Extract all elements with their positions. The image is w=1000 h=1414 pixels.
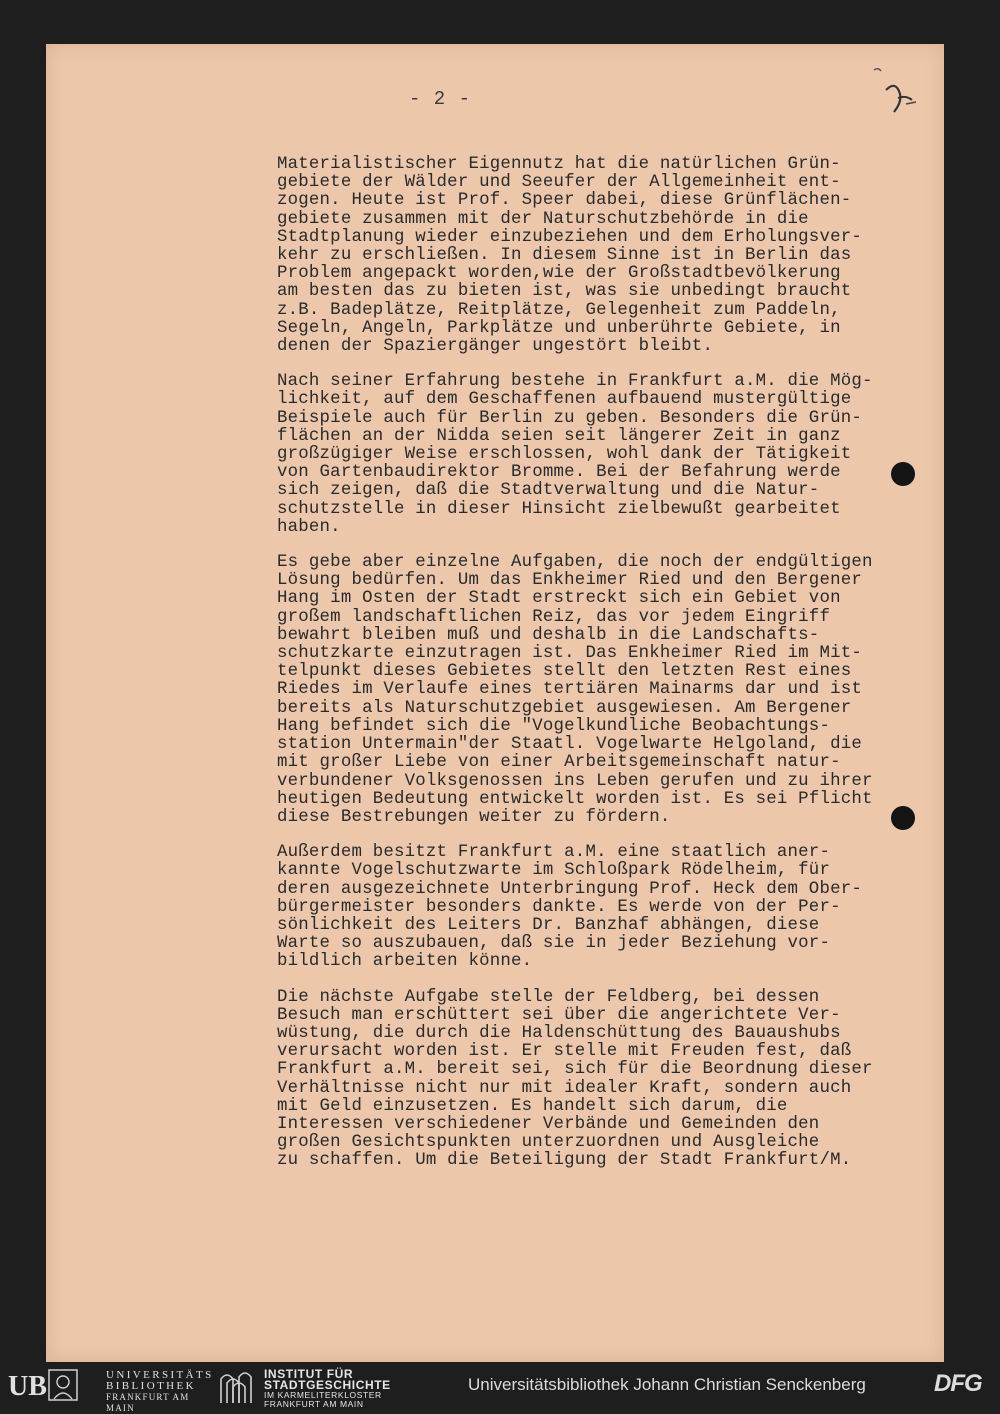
text-line: Verhältnisse nicht nur mit idealer Kraft, sondern auch: [277, 1078, 852, 1098]
portrait-icon: [48, 1369, 78, 1401]
text-line: schutzstelle in dieser Hinsicht zielbewußt gearbeitet: [277, 499, 841, 519]
text-line: lichkeit, auf dem Geschaffenen aufbauend mustergültige: [277, 390, 852, 410]
document-body: [277, 156, 917, 1188]
isg-line: IM KARMELITERKLOSTER: [264, 1390, 382, 1400]
text-line: kehr zu erschließen. In diesem Sinne ist in Berlin das: [277, 246, 852, 266]
text-line: zogen. Heute ist Prof. Speer dabei, diese Grünflächen-: [277, 191, 852, 211]
text-line: deren ausgezeichnete Unterbringung Prof. Heck dem Ober-: [277, 879, 862, 899]
ub-line: BIBLIOTHEK: [106, 1380, 196, 1392]
paragraph: [277, 554, 917, 827]
text-line: z.B. Badeplätze, Reitplätze, Gelegenheit zum Paddeln,: [277, 300, 841, 320]
text-line: Problem angepackt worden,wie der Großstadtbevölkerung: [277, 264, 841, 284]
text-line: flächen an der Nidda seien seit längerer Zeit in ganz: [277, 426, 841, 446]
text-line: Die nächste Aufgabe stelle der Feldberg, bei dessen: [277, 987, 820, 1007]
text-line: verursacht worden ist. Er stelle mit Freuden fest, daß: [277, 1042, 852, 1062]
text-line: bürgermeister besonders dankte. Es werde von der Per-: [277, 897, 841, 917]
text-line: großen Gesichtspunkten unterzuordnen und Ausgleiche: [277, 1133, 820, 1153]
punch-hole-upper: [891, 462, 915, 486]
text-line: Segeln, Angeln, Parkplätze und unberührte Gebiete, in: [277, 318, 841, 338]
handwritten-corner-mark: [868, 64, 924, 120]
text-line: Beispiele auch für Berlin zu geben. Besonders die Grün-: [277, 408, 862, 428]
text-line: großem landschaftlichen Reiz, das vor jedem Eingriff: [277, 607, 831, 627]
text-line: verbundener Volksgenossen ins Leben gerufen und zu ihrer: [277, 771, 873, 791]
library-name[interactable]: Universitätsbibliothek Johann Christian Senckenberg: [468, 1375, 866, 1394]
isg-line: STADTGESCHICHTE: [264, 1378, 391, 1392]
ub-line: FRANKFURT AM MAIN: [106, 1392, 190, 1413]
text-line: mit großer Liebe von einer Arbeitsgemeinschaft natur-: [277, 753, 841, 773]
text-line: Warte so auszubauen, daß sie in jeder Beziehung vor-: [277, 934, 831, 954]
page-number: - 2 -: [409, 88, 472, 110]
text-line: diese Bestrebungen weiter zu fördern.: [277, 807, 671, 827]
text-line: bildlich arbeiten könne.: [277, 952, 533, 972]
paragraph: [277, 156, 917, 356]
paragraph: [277, 844, 917, 971]
text-line: bewahrt bleiben muß und deshalb in die Landschafts-: [277, 625, 820, 645]
paragraph: [277, 989, 917, 1171]
text-line: wüstung, die durch die Haldenschüttung des Bauaushubs: [277, 1023, 841, 1043]
text-line: Frankfurt a.M. bereit sei, sich für die Beordnung dieser: [277, 1060, 873, 1080]
text-line: kannte Vogelschutzwarte im Schloßpark Rödelheim, für: [277, 861, 831, 881]
text-line: Außerdem besitzt Frankfurt a.M. eine staatlich aner-: [277, 843, 831, 863]
text-line: gebiete der Wälder und Seeufer der Allgemeinheit ent-: [277, 173, 841, 193]
text-line: Hang befindet sich die "Vogelkundliche Beobachtungs-: [277, 716, 831, 736]
text-line: sich zeigen, daß die Stadtverwaltung und die Natur-: [277, 481, 820, 501]
text-line: Nach seiner Erfahrung bestehe in Frankfurt a.M. die Mög-: [277, 372, 873, 392]
ub-line: UNIVERSITÄTS: [106, 1369, 214, 1381]
text-line: zu schaffen. Um die Beteiligung der Stadt Frankfurt/M.: [277, 1151, 852, 1171]
ub-logo[interactable]: [8, 1369, 214, 1413]
text-line: denen der Spaziergänger ungestört bleibt.: [277, 337, 714, 357]
dfg-logo[interactable]: DFG: [934, 1370, 982, 1397]
text-line: am besten das zu bieten ist, was sie unbedingt braucht: [277, 282, 852, 302]
isg-line: INSTITUT FÜR: [264, 1367, 354, 1381]
text-line: großzügiger Weise erschlossen, wohl dank der Tätigkeit: [277, 445, 852, 465]
paragraph: [277, 373, 917, 537]
isg-arches-icon: [218, 1369, 254, 1403]
text-line: Besuch man erschüttert sei über die angerichtete Ver-: [277, 1005, 841, 1025]
text-line: mit Geld einzusetzen. Es handelt sich darum, die: [277, 1096, 788, 1116]
text-line: schutzkarte einzutragen ist. Das Enkheimer Ried im Mit-: [277, 644, 862, 664]
text-line: telpunkt dieses Gebietes stellt den letzten Rest eines: [277, 662, 852, 682]
isg-text: [264, 1369, 391, 1409]
isg-line: FRANKFURT AM MAIN: [264, 1399, 364, 1409]
text-line: Es gebe aber einzelne Aufgaben, die noch der endgültigen: [277, 553, 873, 573]
text-line: Stadtplanung wieder einzubeziehen und dem Erholungsver-: [277, 227, 862, 247]
ub-mark: UB: [8, 1371, 47, 1402]
text-line: haben.: [277, 517, 341, 537]
text-line: bereits als Naturschutzgebiet ausgewiesen. Am Bergener: [277, 698, 852, 718]
isg-logo[interactable]: [218, 1367, 418, 1409]
text-line: Lösung bedürfen. Um das Enkheimer Ried und den Bergener: [277, 571, 862, 591]
text-line: heutigen Bedeutung entwickelt worden ist. Es sei Pflicht: [277, 789, 873, 809]
text-line: station Untermain"der Staatl. Vogelwarte Helgoland, die: [277, 735, 862, 755]
footer-bar: [0, 1362, 1000, 1413]
ub-text: [106, 1370, 214, 1414]
text-line: Materialistischer Eigennutz hat die natürlichen Grün-: [277, 155, 841, 174]
text-line: von Gartenbaudirektor Bromme. Bei der Befahrung werde: [277, 463, 841, 483]
text-line: sönlichkeit des Leiters Dr. Banzhaf abhängen, diese: [277, 915, 820, 935]
text-line: Riedes im Verlaufe eines tertiären Mainarms dar und ist: [277, 680, 862, 700]
punch-hole-lower: [891, 806, 915, 830]
text-line: Interessen verschiedener Verbände und Gemeinden den: [277, 1114, 820, 1134]
text-line: Hang im Osten der Stadt erstreckt sich ein Gebiet von: [277, 589, 841, 609]
text-line: gebiete zusammen mit der Naturschutzbehörde in die: [277, 209, 809, 229]
